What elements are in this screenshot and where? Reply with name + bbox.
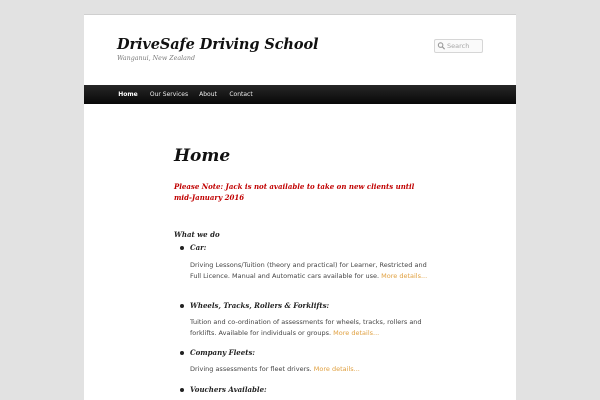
more-details-link[interactable]: More details... xyxy=(313,365,360,373)
more-details-link[interactable]: More details... xyxy=(333,328,380,337)
service-description-text: Driving Lessons/Tuition (theory and practical) for Learner, Restricted and Full Licence. Manual and Automatic cars available for use. xyxy=(190,261,427,280)
search-icon xyxy=(437,41,446,51)
nav-item-about[interactable]: About xyxy=(199,91,217,98)
page-title: Home xyxy=(174,146,231,166)
service-title-fleets: Company Fleets: xyxy=(190,348,255,357)
service-description-wheels xyxy=(190,317,430,338)
site-title[interactable]: DriveSafe Driving School xyxy=(117,36,319,53)
more-details-link[interactable]: More details... xyxy=(381,271,428,280)
nav-item-our-services[interactable]: Our Services xyxy=(149,91,189,98)
service-description-car xyxy=(190,260,430,281)
search-placeholder: Search xyxy=(447,42,470,50)
list-bullet xyxy=(180,304,184,308)
main-navigation xyxy=(84,85,516,104)
section-heading: What we do xyxy=(174,230,220,239)
search-input[interactable] xyxy=(434,39,483,53)
list-bullet xyxy=(180,246,184,250)
site-description: Wanganui, New Zealand xyxy=(117,55,195,62)
service-description-text: Tuition and co-ordination of assessments for wheels, tracks, rollers and forklifts. Available for individuals or groups. xyxy=(190,318,422,337)
list-bullet xyxy=(180,351,184,355)
availability-notice: Please Note: Jack is not available to take on new clients until mid-January 2016 xyxy=(174,182,415,202)
service-description-fleets xyxy=(190,364,430,375)
service-description-text: Driving assessments for fleet drivers. xyxy=(190,365,312,373)
service-title-car: Car: xyxy=(190,243,207,252)
service-title-wheels: Wheels, Tracks, Rollers & Forklifts: xyxy=(190,301,330,310)
page-container xyxy=(84,14,516,400)
nav-item-home[interactable]: Home xyxy=(118,91,138,98)
nav-item-contact[interactable]: Contact xyxy=(229,91,253,98)
service-title-vouchers: Vouchers Available: xyxy=(190,385,267,394)
list-bullet xyxy=(180,388,184,392)
